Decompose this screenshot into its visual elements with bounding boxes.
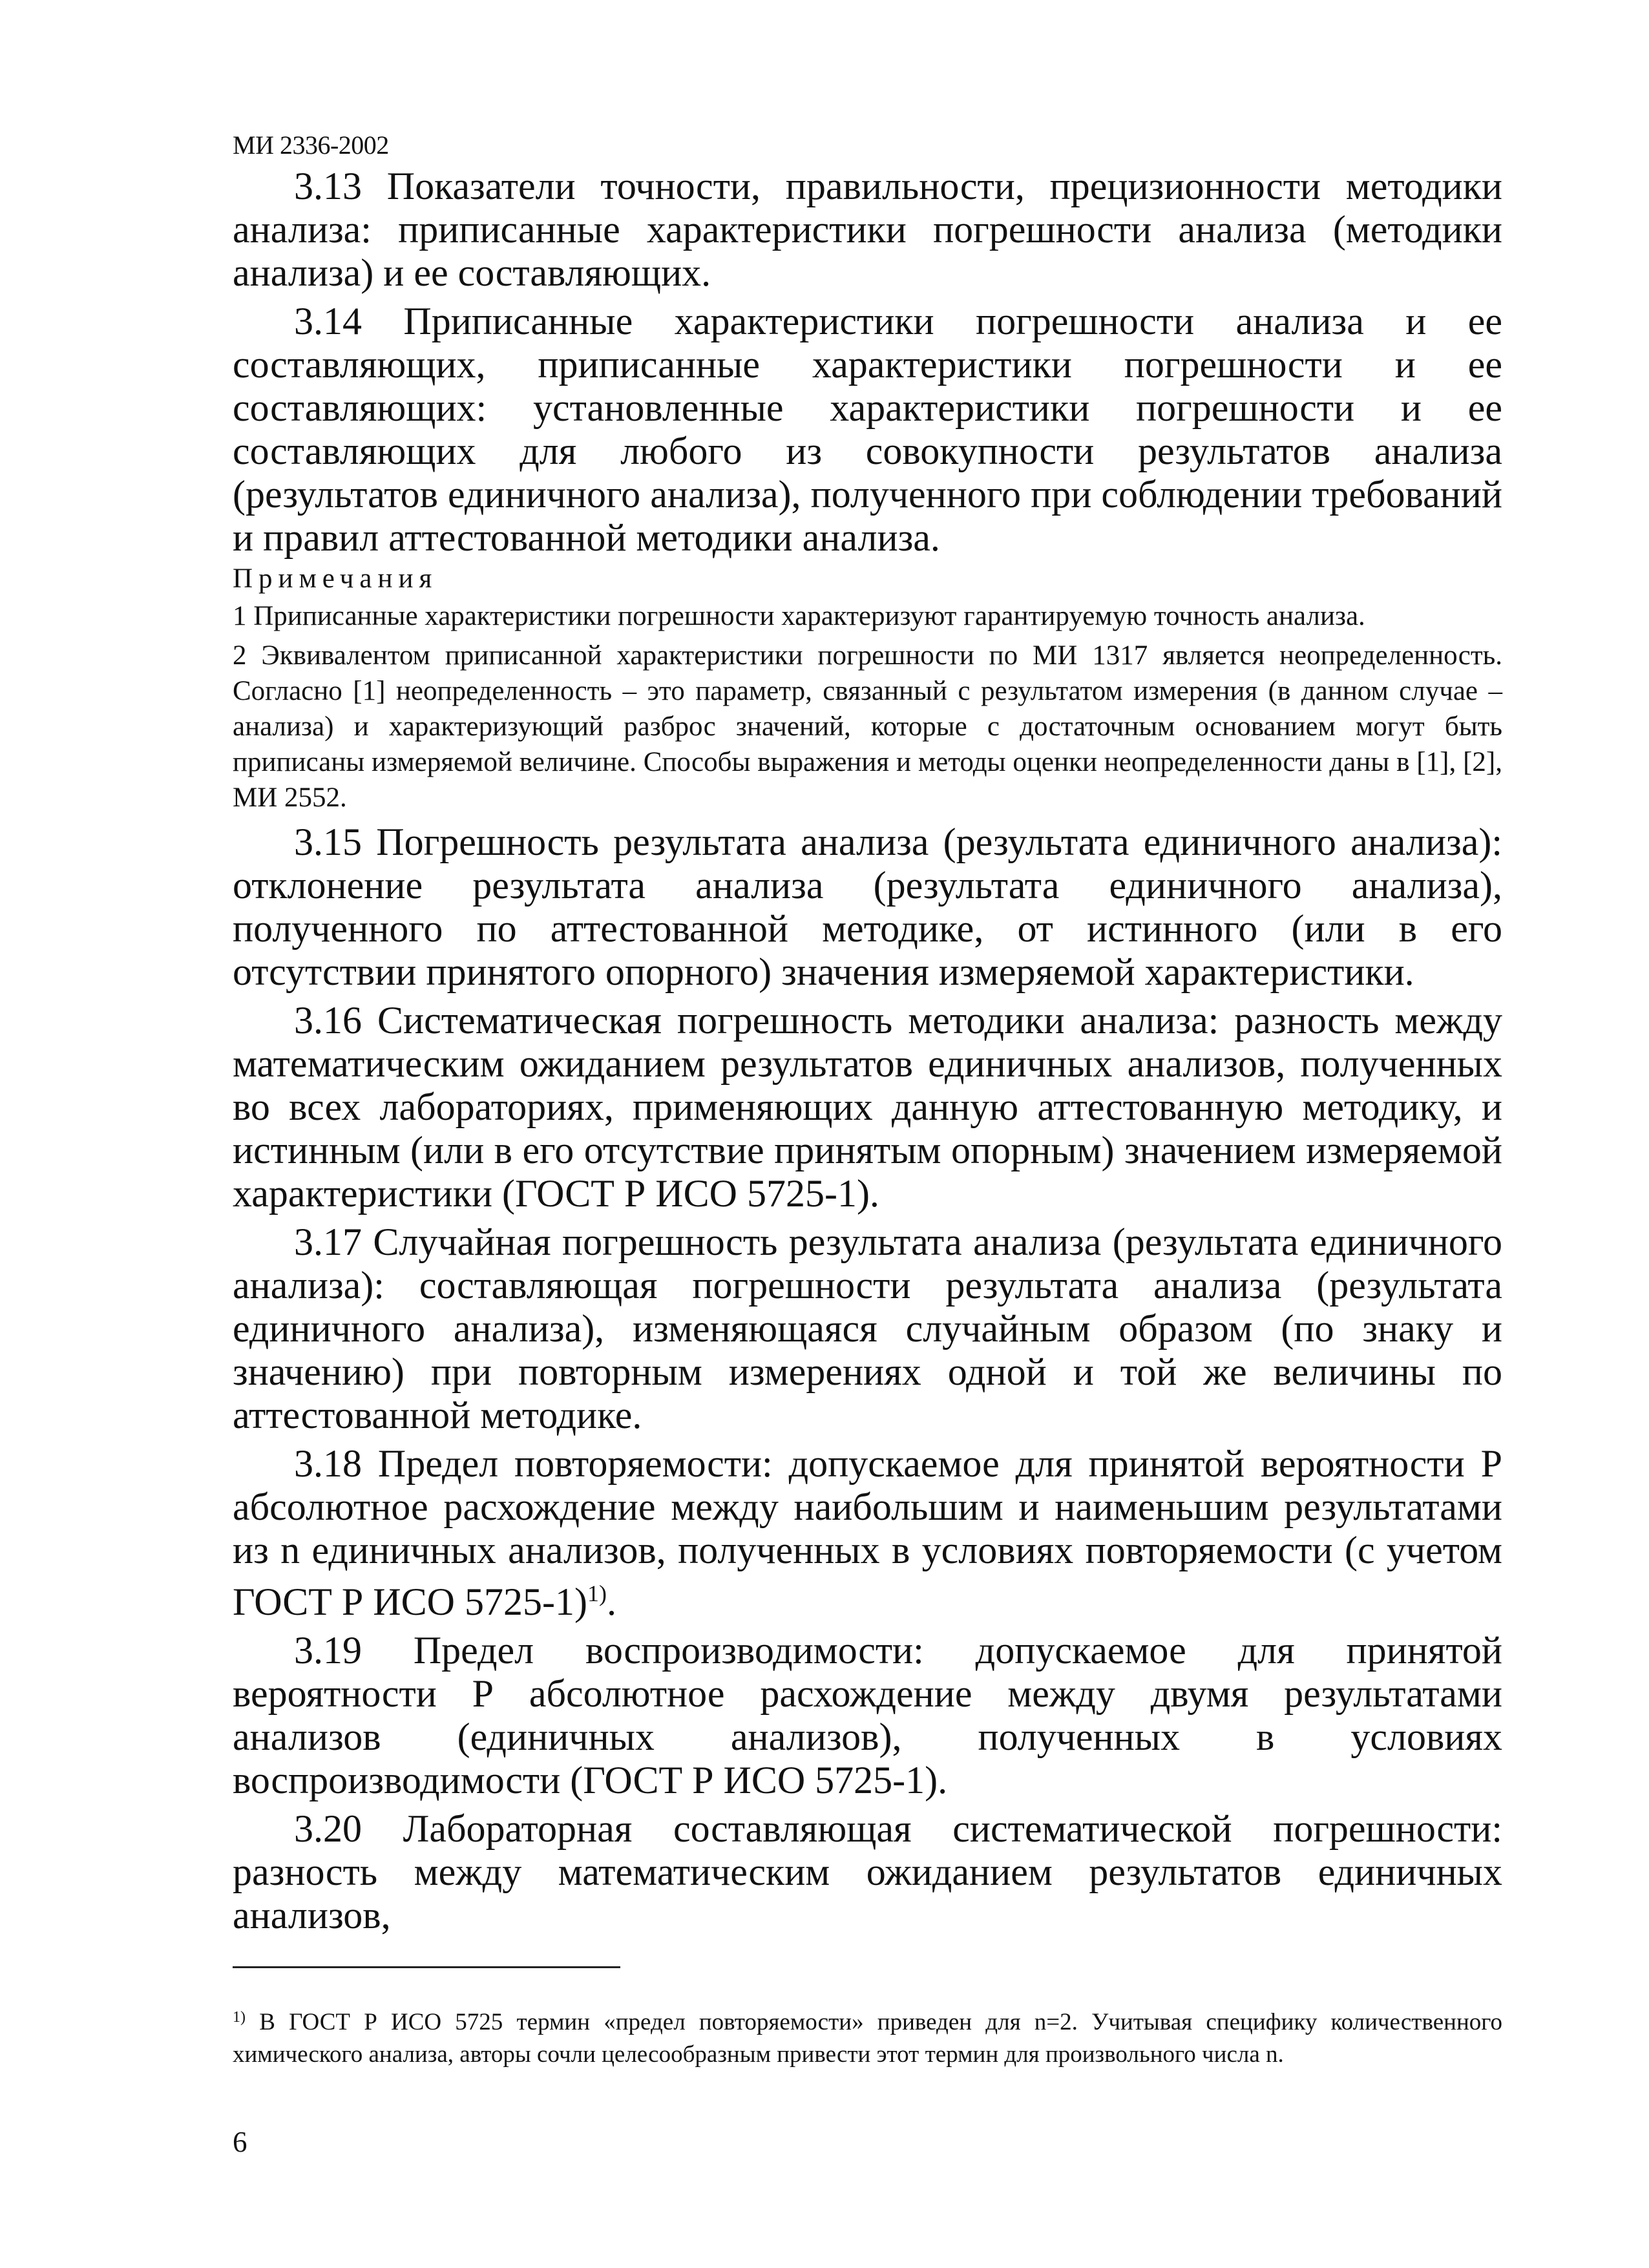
note-2: 2 Эквивалентом приписанной характеристики погрешности по МИ 1317 является неопределенность. Согласно [1] неопределенность – это параметр, связанный с результатом измерения (в данном случае – анализа) и характеризующий разброс значений, которые с достаточным основанием могут быть приписаны измеряемой величине. Способы выражения и методы оценки неопределенности даны в [1], [2], МИ 2552. <box>233 640 1502 813</box>
footnote-mark: 1) <box>233 2009 246 2026</box>
paragraph-3-18 <box>233 1442 1502 1624</box>
paragraph-3-20: 3.20 Лабораторная составляющая систематической погрешности: разность между математическим ожиданием результатов единичных анализов, <box>233 1807 1502 1937</box>
footnote-separator <box>233 1966 620 1968</box>
page-number: 6 <box>233 2126 247 2158</box>
footnote <box>233 2001 1502 2071</box>
document-code-header: МИ 2336-2002 <box>233 131 389 160</box>
paragraph-3-18-end: . <box>606 1580 616 1623</box>
footnote-reference: 1) <box>587 1580 607 1606</box>
notes-block <box>233 560 1502 815</box>
notes-heading: Примечания <box>233 563 438 594</box>
paragraph-3-17: 3.17 Случайная погрешность результата анализа (результата единичного анализа): составляющая погрешности результата анализа (результата единичного анализа), изменяющаяся случайным образом (по знаку и значению) при повторным измерениях одной и той же величины по аттестованной методике. <box>233 1221 1502 1436</box>
paragraph-3-16: 3.16 Систематическая погрешность методики анализа: разность между математическим ожиданием результатов единичных анализов, полученных во всех лабораториях, применяющих данную аттестованную методику, и истинным (или в его отсутствие принятым опорным) значением измеряемой характеристики (ГОСТ Р ИСО 5725-1). <box>233 999 1502 1215</box>
footnote-text: В ГОСТ Р ИСО 5725 термин «предел повторяемости» приведен для n=2. Учитывая специфику количественного химического анализа, авторы сочли целесообразным привести этот термин для произвольного числа n. <box>233 2009 1502 2068</box>
main-text <box>233 165 1502 1937</box>
paragraph-3-18-text: 3.18 Предел повторяемости: допускаемое для принятой вероятности Р абсолютное расхождение между наибольшим и наименьшим результатами из n единичных анализов, полученных в условиях повторяемости (с учетом ГОСТ Р ИСО 5725-1) <box>233 1442 1502 1623</box>
note-1: 1 Приписанные характеристики погрешности характеризуют гарантируемую точность анализа. <box>233 601 1365 631</box>
paragraph-3-19: 3.19 Предел воспроизводимости: допускаемое для принятой вероятности Р абсолютное расхождение между двумя результатами анализов (единичных анализов), полученных в условиях воспроизводимости (ГОСТ Р ИСО 5725-1). <box>233 1629 1502 1801</box>
paragraph-3-13: 3.13 Показатели точности, правильности, прецизионности методики анализа: приписанные характеристики погрешности анализа (методики анализа) и ее составляющих. <box>233 165 1502 294</box>
paragraph-3-14: 3.14 Приписанные характеристики погрешности анализа и ее составляющих, приписанные характеристики погрешности и ее составляющих: установленные характеристики погрешности и ее составляющих для любого из совокупности результатов анализа (результатов единичного анализа), полученного при соблюдении требований и правил аттестованной методики анализа. <box>233 300 1502 559</box>
paragraph-3-15: 3.15 Погрешность результата анализа (результата единичного анализа): отклонение результата анализа (результата единичного анализа), полученного по аттестованной методике, от истинного (или в его отсутствии принятого опорного) значения измеряемой характеристики. <box>233 821 1502 993</box>
